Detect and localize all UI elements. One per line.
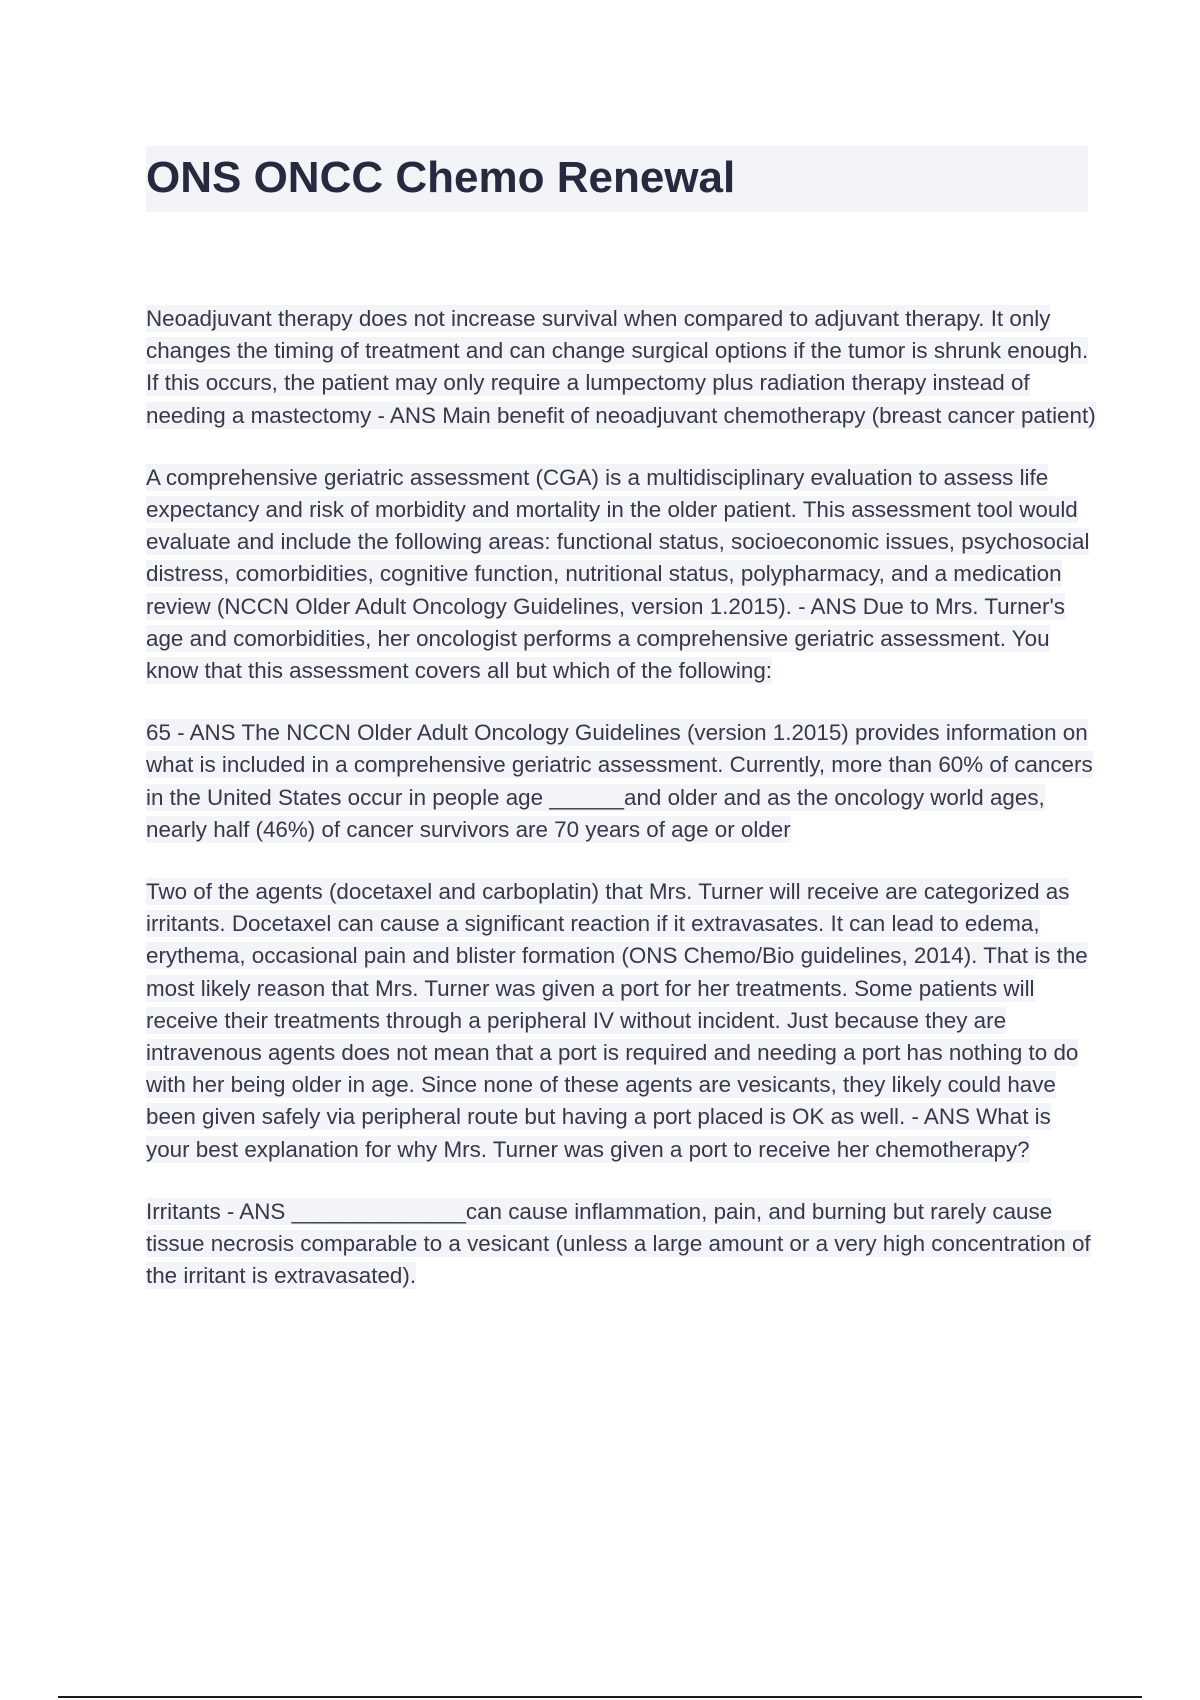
document-body	[146, 303, 1096, 1322]
qa-entry	[146, 1196, 1096, 1293]
qa-entry-text: Two of the agents (docetaxel and carboplatin) that Mrs. Turner will receive are categorized as irritants. Docetaxel can cause a significant reaction if it extravasates. It can lead to edema, erythema, occasional pain and blister formation (ONS Chemo/Bio guidelines, 2014). That is the most likely reason that Mrs. Turner was given a port for her treatments. Some patients will receive their treatments through a peripheral IV without incident. Just because they are intravenous agents does not mean that a port is required and needing a port has nothing to do with her being older in age. Since none of these agents are vesicants, they likely could have been given safely via peripheral route but having a port placed is OK as well. - ANS What is your best explanation for why Mrs. Turner was given a port to receive her chemotherapy?	[146, 879, 1088, 1162]
qa-entry-text: 65 - ANS The NCCN Older Adult Oncology Guidelines (version 1.2015) provides information on what is included in a comprehensive geriatric assessment. Currently, more than 60% of cancers in the United States occur in people age ______and older and as the oncology world ages, nearly half (46%) of cancer survivors are 70 years of age or older	[146, 720, 1093, 842]
qa-entry	[146, 876, 1096, 1166]
qa-entry-text: Irritants - ANS ______________can cause inflammation, pain, and burning but rarely cause tissue necrosis comparable to a vesicant (unless a large amount or a very high concentration of the irritant is extravasated).	[146, 1198, 1091, 1289]
page-title: ONS ONCC Chemo Renewal	[146, 153, 736, 202]
qa-entry	[146, 303, 1096, 432]
footer-divider	[58, 1696, 1142, 1698]
qa-entry-text: Neoadjuvant therapy does not increase survival when compared to adjuvant therapy. It only changes the timing of treatment and can change surgical options if the tumor is shrunk enough. If this occurs, the patient may only require a lumpectomy plus radiation therapy instead of needing a mastectomy - ANS Main benefit of neoadjuvant chemotherapy (breast cancer patient)	[146, 306, 1096, 428]
title-band	[146, 146, 1088, 212]
qa-entry-text: A comprehensive geriatric assessment (CGA) is a multidisciplinary evaluation to assess life expectancy and risk of morbidity and mortality in the older patient. This assessment tool would evaluate and include the following areas: functional status, socioeconomic issues, psychosocial distress, comorbidities, cognitive function, nutritional status, polypharmacy, and a medication review (NCCN Older Adult Oncology Guidelines, version 1.2015). - ANS Due to Mrs. Turner's age and comorbidities, her oncologist performs a comprehensive geriatric assessment. You know that this assessment covers all but which of the following:	[146, 464, 1090, 684]
qa-entry	[146, 717, 1096, 846]
qa-entry	[146, 462, 1096, 687]
